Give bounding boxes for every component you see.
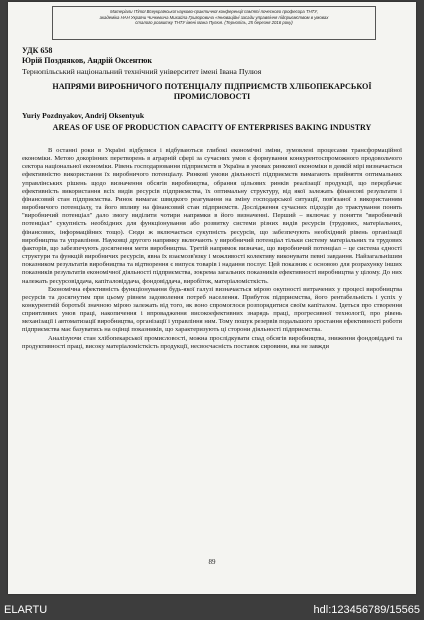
conference-header-box: [52, 6, 376, 40]
document-page: [8, 2, 416, 594]
page-number: 89: [208, 558, 216, 566]
affiliation: Тернопільський національний технічний університет імені Івана Пулюя: [22, 67, 262, 76]
header-line: сталого розвитку ТНТУ імені Івана Пулюя. (Тернопіль, 25 березня 2016 року): [135, 20, 293, 26]
authors-english: Yuriy Pozdnyakov, Andrij Oksentyuk: [22, 111, 145, 120]
body-paragraph: В останні роки в Україні відбулися і відбуваються глибокі економічні зміни, зумовлені процесами трансформаційної економіки. Метою докорінних перетворень в аграрній сфері за сучасних умов є формування конкурентоспроможного продовольчого сектора національної економіки. Рівень господарювання підприємств в Україна в умовах ринкової економіки в деякій мірі визначається ефективністю використання їх виробничого потенціалу. Ринкові умови діяльності підприємств вимагають прийняття оптимальних управлінських рішень щодо визначення обсягів виробництва, обрання цільових ринків реалізації продукції, що передбачає ефективність використання всіх видів ресурсів підприємства, їх оптимальну структуру, від якої залежать фінансові результати і фінансовий стан підприємства. Ринок вимагає швидкого реагування на зміну господарської ситуації, пов'язаної з використанням виробничого потенціалу, та його впливу на фінансовий стан підприємств. Дослідження сучасних підходів до трактування понять "виробничий потенціал" дало змогу виділити чотири напрямки в його визначенні. Перший – включає у поняття "виробничий потенціал" сукупність необхідних для функціонування або розвитку системи різних видів ресурсів (трудових, матеріальних, фінансових, інформаційних тощо). Сюди ж включається сукупність ресурсів, що забезпечують необхідний рівень організації виробництва та управління. Науковці другого напрямку включають у виробничий потенціал тільки систему матеріальних та трудових факторів, що забезпечують досягнення мети виробництва. Третій напрямок визначає, що виробничий потенціал – це система єдності структури та функцій виробничих ресурсів, явна їх взаємозв'язку і можливості колективу виконувати певні завдання. Найзагальнішим показником результатів виробництва та відтворення є випуск товарів і надання послуг. Цей показник є основою для розрахунку інших показників результатів економічної діяльності підприємства, зокрема загальних показників ефективності виробництва у цілому. До них належать ресурсовіддача, капіталовіддача, фондовіддача, виробіток, матеріаломісткість.: [22, 147, 402, 285]
header-line: Матеріали ІТітої Всеукраїнської науково-практичної конференції пам'яті почесного професора ТНТУ,: [110, 9, 318, 14]
authors-ukrainian: Юрій Поздняков, Андрій Оксентюк: [22, 56, 152, 65]
repository-footer: [0, 602, 424, 620]
repository-name: ELARTU: [4, 604, 48, 616]
body-paragraph: Аналізуючи стан хлібопекарської промисловості, можна прослідкувати спад обсягів виробництва, зниження фондовіддачі та продуктивності праці, високу матеріаломісткість продукції, несвоєчасність поставок сировини, яка не завжди: [22, 334, 402, 350]
title-ukrainian: НАПРЯМИ ВИРОБНИЧОГО ПОТЕНЦІАЛУ ПІДПРИЄМСТВ ХЛІБОПЕКАРСЬКОЇ ПРОМИСЛОВОСТІ: [52, 82, 372, 101]
handle-identifier[interactable]: hdl:123456789/15565: [313, 604, 420, 616]
body-paragraph: Економічна ефективність функціонування будь-якої галузі визначається мірою окупності витрачених у процесі виробництва ресурсів та досягнутим при цьому рівнем задоволення потреб населення. Прибуток підприємства, його рентабельність і успіх у конкурентній боротьбі значною мірою залежать від того, як воно спромоглося розпорядитися своїм капіталом. Ідеться про створення сприятливих умов праці, накопичення і впровадження високоефективних знарядь праці, прогресивної технології, про рівень механізації і автоматизації виробництва, організації і управління ним. Тому пошук резервів подальшого зростання ефективності роботи підприємства має базуватись на оцінці показників, що характеризують ці сторони діяльності підприємства.: [22, 285, 402, 334]
header-line: академіка НАН України Чичкевича Михайла Григоровича «Інноваційні засади управління підприємством в умовах: [99, 14, 329, 20]
title-english: AREAS OF USE OF PRODUCTION CAPACITY OF ENTERPRISES BAKING INDUSTRY: [52, 123, 372, 132]
article-body: [22, 147, 402, 351]
udk-code: УДК 658: [22, 46, 53, 55]
